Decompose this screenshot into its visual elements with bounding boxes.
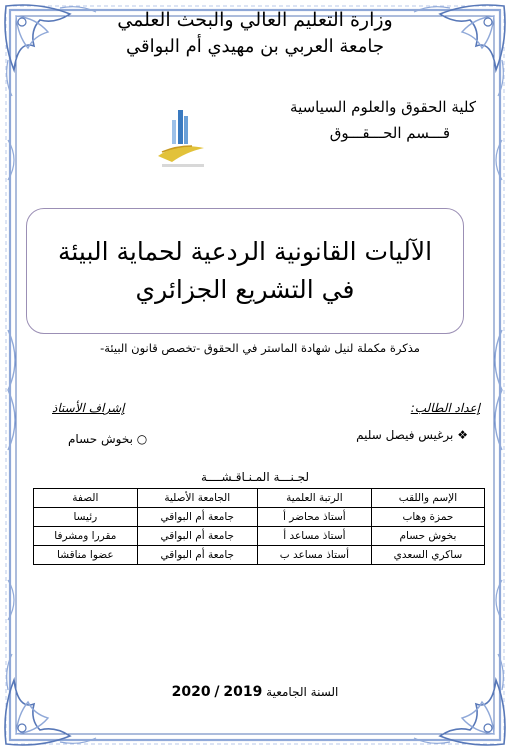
column-header: الرتبة العلمية: [257, 489, 371, 508]
table-cell: جامعة أم البواقي: [137, 508, 257, 527]
university-name: جامعة العربي بن مهيدي أم البواقي: [126, 36, 384, 57]
table-cell: عضوا مناقشا: [34, 546, 138, 565]
table-cell: أستاذ محاضر أ: [257, 508, 371, 527]
academic-year-label: السنة الجامعية: [266, 685, 339, 699]
year-end: 2020: [171, 684, 211, 700]
supervisor-entry: [68, 432, 147, 446]
diamond-bullet-icon: ❖: [457, 428, 468, 442]
table-cell: مقررا ومشرفا: [34, 527, 138, 546]
table-cell: بخوش حسام: [371, 527, 484, 546]
supervisor-name: بخوش حسام: [68, 432, 133, 446]
thesis-title-line1: الآليات القانونية الردعية لحماية البيئة: [57, 237, 433, 266]
table-row: [34, 546, 485, 565]
thesis-title-line2: في التشريع الجزائري: [135, 275, 355, 304]
supervisor-label: إشراف الأستاذ: [52, 401, 125, 415]
circle-bullet-icon: ○: [136, 432, 148, 446]
table-cell: رئيسا: [34, 508, 138, 527]
thesis-title-box: [26, 208, 464, 334]
column-header: الجامعة الأصلية: [137, 489, 257, 508]
committee-table: [33, 488, 485, 565]
year-separator: /: [214, 684, 220, 700]
table-cell: أستاذ مساعد ب: [257, 546, 371, 565]
student-name: برغيس فيصل سليم: [356, 428, 454, 442]
column-header: الصفة: [34, 489, 138, 508]
table-cell: أستاذ مساعد أ: [257, 527, 371, 546]
table-header-row: [34, 489, 485, 508]
table-cell: جامعة أم البواقي: [137, 527, 257, 546]
table-cell: حمزة وهاب: [371, 508, 484, 527]
column-header: الإسم واللقب: [371, 489, 484, 508]
university-logo-icon: [148, 102, 218, 172]
academic-year: [0, 684, 510, 700]
faculty-name: كلية الحقوق والعلوم السياسية: [290, 98, 476, 116]
table-cell: ساكري السعدي: [371, 546, 484, 565]
table-row: [34, 508, 485, 527]
ministry-name: وزارة التعليم العالي والبحث العلمي: [117, 9, 393, 31]
committee-title: لجـنـــة المـنـاقـشــــة: [200, 470, 310, 484]
department-name: قـــسم الحـــقـــوق: [329, 124, 450, 142]
thesis-subtitle: مذكرة مكملة لنيل شهادة الماستر في الحقوق -تخصص قانون البيئة-: [100, 341, 420, 355]
year-start: 2019: [223, 684, 263, 700]
student-entry: [356, 428, 468, 442]
student-label: إعداد الطالب:: [410, 401, 480, 415]
table-cell: جامعة أم البواقي: [137, 546, 257, 565]
table-row: [34, 527, 485, 546]
